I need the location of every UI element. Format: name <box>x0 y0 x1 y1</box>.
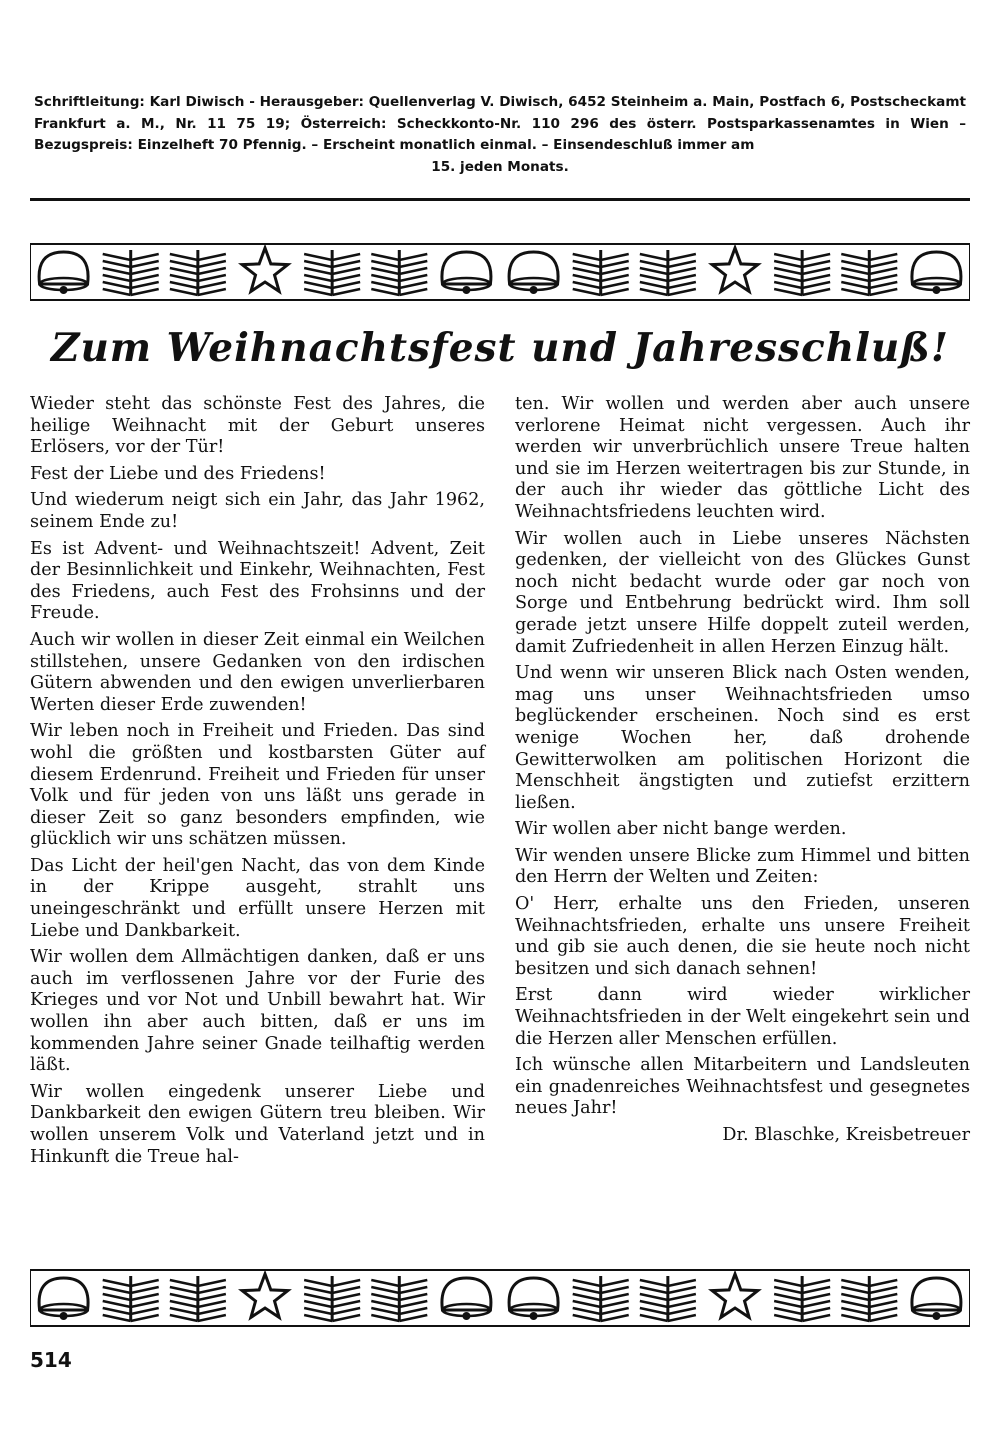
article-column-right <box>515 394 970 1152</box>
article-paragraph: Wir wenden unsere Blicke zum Himmel und bitten den Herrn der Welten und Zeiten: <box>515 845 970 888</box>
masthead-last-line: 15. jeden Monats. <box>431 158 569 175</box>
article-paragraph: Wir wollen eingedenk unserer Liebe und Dankbarkeit den ewigen Gütern treu bleiben. Wir wollen unserem Volk und Vaterland jetzt und in Hinkunft die Treue hal- <box>30 1081 485 1167</box>
article-paragraph: ten. Wir wollen und werden aber auch unsere verlorene Heimat nicht vergessen. Auch ihr werden wir unverbrüchlich unsere Treue halten und sie im Herzen weitertragen bis zur Stunde, in der auch ihr wieder das göttliche Licht des Weihnachtsfriedens leuchten wird. <box>515 394 970 522</box>
article-paragraph: O' Herr, erhalte uns den Frieden, unseren Weihnachtsfrieden, erhalte uns unsere Freiheit und gib sie auch denen, die sie heute noch nicht besitzen und sich danach sehnen! <box>515 894 970 979</box>
ornament-band-bottom <box>30 1268 970 1328</box>
article-paragraph: Wir wollen dem Allmächtigen danken, daß er uns auch im verflossenen Jahre vor der Furie des Krieges und vor Not und Unbill bewahrt hat. Wir wollen ihn aber auch bitten, daß er uns im kommenden Jahre seiner Gnade teilhaftig werden läßt. <box>30 947 485 1076</box>
masthead-text: Schriftleitung: Karl Diwisch - Herausgeber: Quellenverlag V. Diwisch, 6452 Steinheim a. Main, Postfach 6, Postscheckamt Frankfurt a. M., Nr. 11 75 19; Österreich: Scheckkonto-Nr. 110 296 des österr. Postsparkassenamtes in Wien – Bezugspreis: Einzelheft 70 Pfennig. – Erscheint monatlich einmal. – Einsendeschluß immer am <box>34 94 966 153</box>
article-paragraph: Auch wir wollen in dieser Zeit einmal ein Weilchen stillstehen, unsere Gedanken von den irdischen Gütern abwenden und den ewigen unverlierbaren Werten dieser Erde zuwenden! <box>30 629 485 715</box>
article-paragraph: Fest der Liebe und des Friedens! <box>30 463 326 484</box>
article-paragraph: Ich wünsche allen Mitarbeitern und Landsleuten ein gnadenreiches Weihnachtsfest und gesegnetes neues Jahr! <box>515 1055 970 1119</box>
article-paragraph: Es ist Advent- und Weihnachtszeit! Advent, Zeit der Besinnlichkeit und Einkehr, Weihnachten, Fest des Friedens, auch Fest des Frohsinns und der Freude. <box>30 538 485 624</box>
article-paragraph: Und wiederum neigt sich ein Jahr, das Jahr 1962, seinem Ende zu! <box>30 490 485 532</box>
page-number: 514 <box>30 1348 72 1372</box>
article-title: Zum Weihnachtsfest und Jahresschluß! <box>50 325 950 371</box>
article-paragraph: Wir leben noch in Freiheit und Frieden. Das sind wohl die größten und kostbarsten Güter auf diesem Erdenrund. Freiheit und Frieden für unser Volk und für jeden von uns läßt uns gerade in dieser Zeit so ganz besonders empfinden, wie glücklich wir uns schätzen müssen. <box>30 721 485 850</box>
article-paragraph: Wir wollen aber nicht bange werden. <box>515 819 847 840</box>
article-column-left <box>30 394 485 1173</box>
article-paragraph: Wieder steht das schönste Fest des Jahres, die heilige Weihnacht mit der Geburt unseres Erlösers, vor der Tür! <box>30 394 485 458</box>
masthead-rule <box>30 198 970 201</box>
article-paragraph: Wir wollen auch in Liebe unseres Nächsten gedenken, der vielleicht von des Glückes Gunst noch nicht bedacht wurde oder gar noch von Sorge und Entbehrung bedrückt wird. Ihm soll gerade jetzt unsere Hilfe doppelt zuteil werden, damit Zufriedenheit in allen Herzen Einzug hält. <box>515 528 970 657</box>
masthead-imprint <box>34 92 966 178</box>
article-paragraph: Erst dann wird wieder wirklicher Weihnachtsfrieden in der Welt eingekehrt sein und die Herzen aller Menschen erfüllen. <box>515 985 970 1049</box>
article-paragraph: Das Licht der heil'gen Nacht, das von dem Kinde in der Krippe ausgeht, strahlt uns uneingeschränkt und erfüllt unsere Herzen mit Liebe und Dankbarkeit. <box>30 855 485 941</box>
article-signature: Dr. Blaschke, Kreisbetreuer <box>722 1125 970 1145</box>
ornament-band-top <box>30 242 970 302</box>
article-paragraph: Und wenn wir unseren Blick nach Osten wenden, mag uns unser Weihnachtsfrieden umso beglückender erscheinen. Noch sind es erst wenige Wochen her, daß drohende Gewitterwolken am politischen Horizont die Menschheit ängstigten und zutiefst erzittern ließen. <box>515 663 970 813</box>
